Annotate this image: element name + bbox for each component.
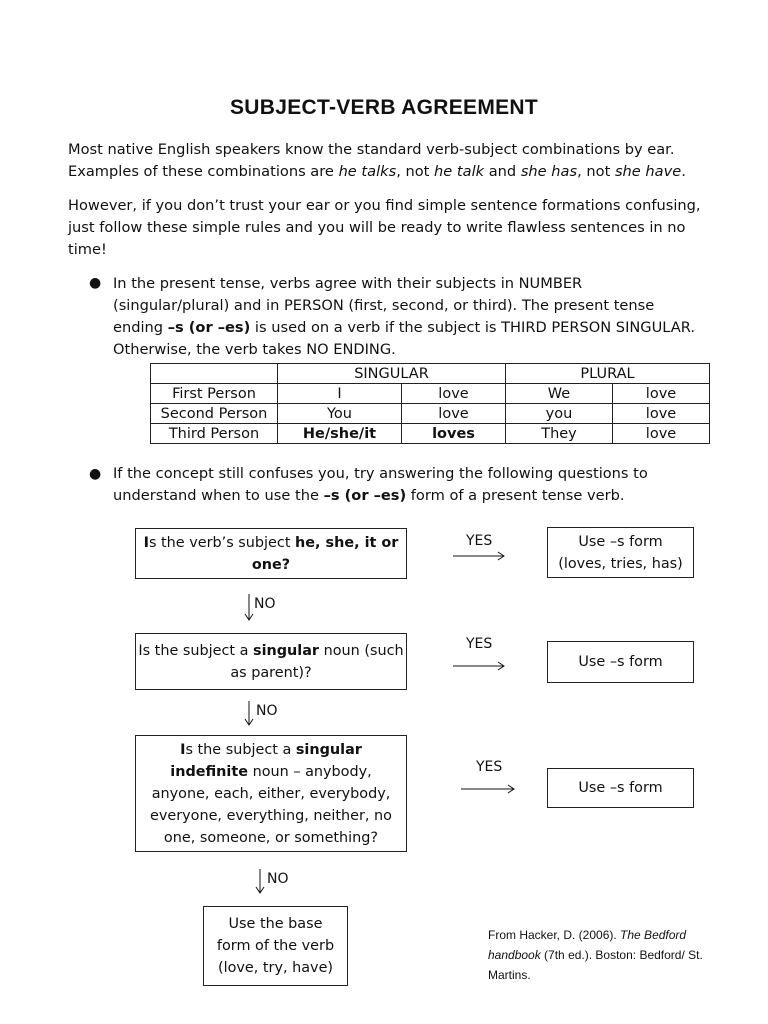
question-text-part: noun (such as parent)? xyxy=(230,642,404,681)
example-he-talk: he talk xyxy=(434,163,485,180)
table-cell: love xyxy=(613,424,710,444)
plural-header: PLURAL xyxy=(506,364,710,384)
rule-text: In the present tense, verbs agree with their subjects in NUMBER (singular/plural) and in PERSON (first, second, or third). The present tense ending xyxy=(113,275,655,336)
intro-paragraph-1 xyxy=(68,139,708,183)
question-box-3 xyxy=(135,735,407,852)
rule-ending: –s (or –es) xyxy=(323,487,407,504)
no-label: NO xyxy=(267,871,289,887)
person-cell: Third Person xyxy=(151,424,278,444)
intro-text: Most native English speakers know the standard verb-subject combinations by ear. Examples of these combinations are xyxy=(68,141,675,180)
yes-label: YES xyxy=(466,636,493,652)
table-cell: You xyxy=(278,404,402,424)
table-cell xyxy=(151,364,278,384)
right-arrow-icon xyxy=(452,660,507,672)
citation-text: (7th ed.). Boston: Bedford/ St. Martins. xyxy=(488,948,703,982)
question-text xyxy=(148,739,394,849)
intro-text: and xyxy=(484,163,521,180)
example-he-talks: he talks xyxy=(338,163,397,180)
question-emphasis: singular xyxy=(253,642,320,659)
intro-text: . xyxy=(681,163,686,180)
result-box-2: Use –s form xyxy=(547,641,694,683)
bullet-rule-1 xyxy=(113,273,703,361)
table-cell: love xyxy=(402,384,506,404)
question-text-part: s the subject a xyxy=(185,741,296,758)
question-text xyxy=(136,640,406,684)
question-text-part: s the verb’s subject xyxy=(148,534,296,551)
singular-header: SINGULAR xyxy=(278,364,506,384)
table-row xyxy=(151,404,710,424)
citation-book-title: The Bedford handbook xyxy=(488,928,687,962)
yes-label: YES xyxy=(466,533,493,549)
table-row xyxy=(151,424,710,444)
person-cell: Second Person xyxy=(151,404,278,424)
intro-paragraph-2: However, if you don’t trust your ear or you find simple sentence formations confusing, just follow these simple rules and you will be ready to write flawless sentences in no time! xyxy=(68,197,701,258)
page-title: SUBJECT-VERB AGREEMENT xyxy=(229,96,539,119)
question-text-part: noun – anybody, anyone, each, either, everybody, everyone, everything, neither, no one, someone, or something? xyxy=(150,763,392,846)
result-box-1: Use –s form (loves, tries, has) xyxy=(547,527,694,578)
intro-text: , not xyxy=(577,163,615,180)
bullet-rule-2 xyxy=(113,463,703,507)
right-arrow-icon xyxy=(452,550,507,562)
rule-text: form of a present tense verb. xyxy=(406,487,625,504)
bullet-icon: ● xyxy=(89,275,102,291)
question-initial: I xyxy=(143,534,149,551)
question-box-1 xyxy=(135,528,407,579)
intro-text: , not xyxy=(396,163,435,180)
table-cell: love xyxy=(402,404,506,424)
table-cell: loves xyxy=(402,424,506,444)
result-box-3: Use –s form xyxy=(547,768,694,808)
table-cell: We xyxy=(506,384,613,404)
example-she-has: she has xyxy=(520,163,578,180)
down-arrow-icon xyxy=(253,868,267,896)
question-emphasis: he, she, it or one? xyxy=(251,534,399,573)
question-emphasis: singular indefinite xyxy=(170,741,362,780)
table-cell: love xyxy=(613,404,710,424)
example-she-have: she have xyxy=(614,163,682,180)
table-cell: He/she/it xyxy=(278,424,402,444)
person-cell: First Person xyxy=(151,384,278,404)
agreement-table xyxy=(150,363,710,444)
table-header-row xyxy=(151,364,710,384)
rule-ending: –s (or –es) xyxy=(167,319,251,336)
table-cell: I xyxy=(278,384,402,404)
bullet-icon: ● xyxy=(89,466,102,482)
down-arrow-icon xyxy=(242,700,256,728)
question-box-2 xyxy=(135,633,407,690)
citation-text: From Hacker, D. (2006). xyxy=(488,928,621,942)
citation xyxy=(488,925,718,985)
final-box: Use the base form of the verb (love, try, have) xyxy=(203,906,348,986)
table-cell: love xyxy=(613,384,710,404)
table-row xyxy=(151,384,710,404)
table-cell: you xyxy=(506,404,613,424)
question-text xyxy=(136,532,406,576)
rule-text: If the concept still confuses you, try answering the following questions to understand when to use the xyxy=(113,465,648,504)
question-initial: I xyxy=(180,741,186,758)
table-cell: They xyxy=(506,424,613,444)
right-arrow-icon xyxy=(460,783,517,795)
no-label: NO xyxy=(254,596,276,612)
question-text-part: Is the subject a xyxy=(138,642,253,659)
yes-label: YES xyxy=(476,759,503,775)
no-label: NO xyxy=(256,703,278,719)
rule-text: is used on a verb if the subject is THIRD PERSON SINGULAR. Otherwise, the verb takes NO ENDING. xyxy=(113,319,695,358)
